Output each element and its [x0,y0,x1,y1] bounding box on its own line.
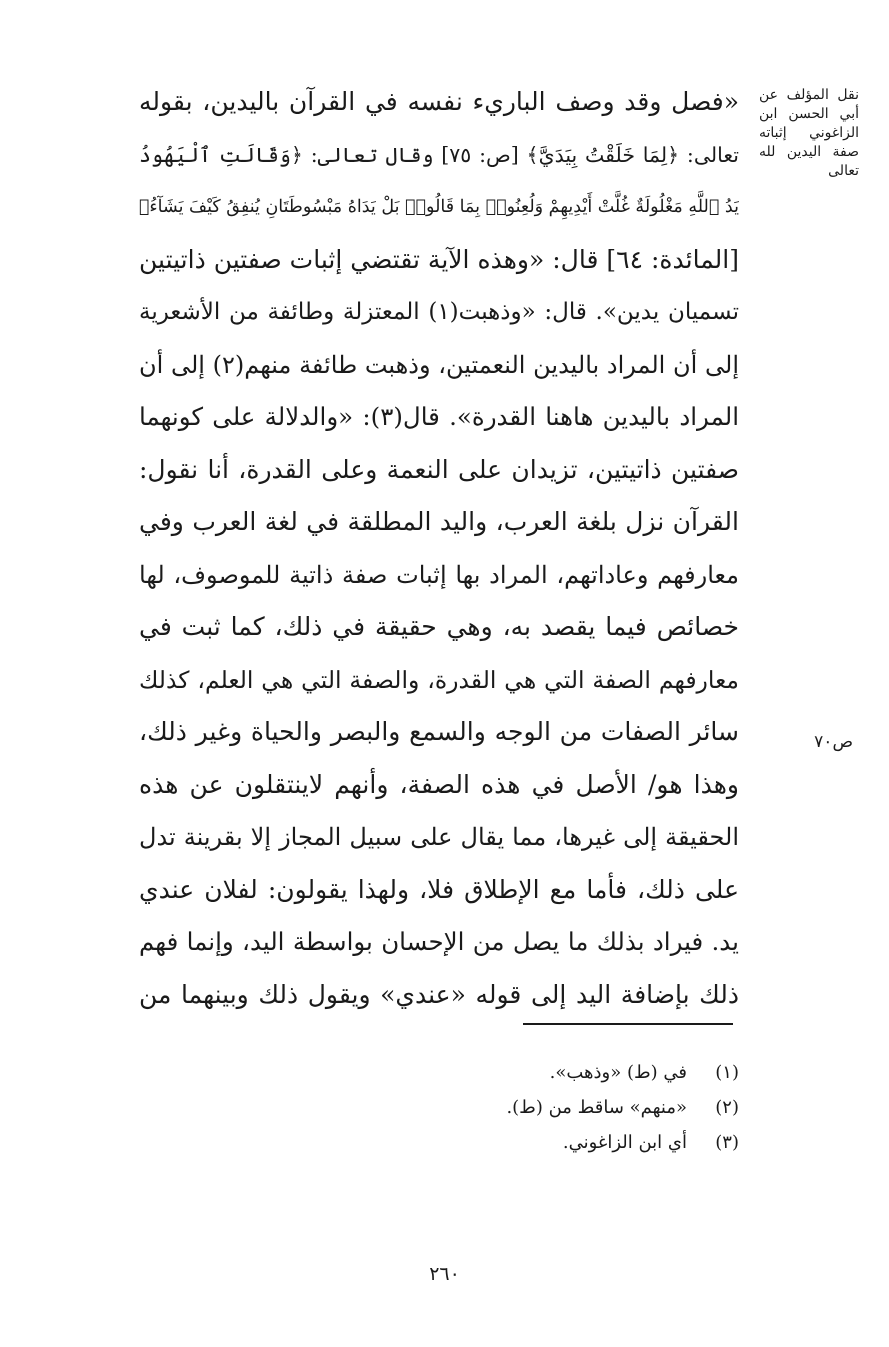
text-line: يد. فيراد بذلك ما يصل من الإحسان بواسطة اليد، وإنما فهم [139,927,739,956]
text-line: صفتين ذاتيتين، تزيدان على النعمة وعلى القدرة، أنا نقول: [139,454,739,484]
footnote-number: (٢) [715,1097,739,1118]
footnote-number: (١) [715,1062,739,1083]
text-line: خصائص فيما يقصد به، وهي حقيقة في ذلك، كما ثبت في [139,612,739,641]
manuscript-page-reference: ص٧٠ [814,732,853,752]
main-text-body [139,76,739,1021]
text-line: القرآن نزل بلغة العرب، واليد المطلقة في لغة العرب وفي [139,507,739,536]
text-line: إلى أن المراد باليدين النعمتين، وذهبت طائفة منهم(٢) إلى أن [139,350,739,379]
page-number: ٢٦٠ [429,1263,460,1285]
text-line: تعالى: ﴿لِمَا خَلَقْتُ بِيَدَيَّ﴾ [ص: ٧٥] وقال تعالى: ﴿وَقَالَتِ ٱلْيَهُودُ [139,142,739,167]
text-line: معارفهم الصفة التي هي القدرة، والصفة التي هي العلم، كذلك [139,665,739,694]
footnote-text: أي ابن الزاغوني. [562,1132,687,1153]
footnote-item [139,1125,739,1160]
footnote-text: «منهم» ساقط من (ط). [506,1097,687,1118]
text-line: المراد باليدين هاهنا القدرة». قال(٣): «والدلالة على كونهما [139,402,739,431]
footnote-item [139,1090,739,1125]
footnote-item [139,1055,739,1090]
text-line: الحقيقة إلى غيرها، مما يقال على سبيل المجاز إلا بقرينة تدل [139,823,739,851]
text-line: ذلك بإضافة اليد إلى قوله «عندي» ويقول ذلك وبينهما من [139,979,739,1009]
text-line: يَدُ ٱللَّهِ مَغْلُولَةٌ غُلَّتْ أَيْدِيهِمْ وَلُعِنُوا۟ بِمَا قَالُوا۟ بَلْ يَدَاهُ مَبْسُوطَتَانِ يُنفِقُ كَيْفَ يَشَآءُ﴾ [139,197,739,217]
text-line: [المائدة: ٦٤] قال: «وهذه الآية تقتضي إثبات صفتين ذاتيتين [139,244,739,274]
margin-sidenote: نقل المؤلف عن أبي الحسن ابن الزاغوني إثباته صفة اليدين لله تعالى [759,87,859,179]
text-line: تسميان يدين». قال: «وذهبت(١) المعتزلة وطائفة من الأشعرية [139,299,739,325]
text-line: «فصل وقد وصف الباريء نفسه في القرآن باليدين، بقوله [139,87,739,116]
text-line: على ذلك، فأما مع الإطلاق فلا، ولهذا يقولون: لفلان عندي [139,874,739,904]
text-line: وهذا هو/ الأصل في هذه الصفة، وأنهم لاينتقلون عن هذه [139,769,739,799]
text-line: معارفهم وعاداتهم، المراد بها إثبات صفة ذاتية للموصوف، لها [139,560,739,589]
footnote-text: في (ط) «وذهب». [549,1062,687,1083]
text-line: سائر الصفات من الوجه والسمع والبصر والحياة وغير ذلك، [139,717,739,746]
footnote-number: (٣) [715,1132,739,1153]
footnotes [139,1055,739,1160]
footnote-separator [523,1023,733,1025]
